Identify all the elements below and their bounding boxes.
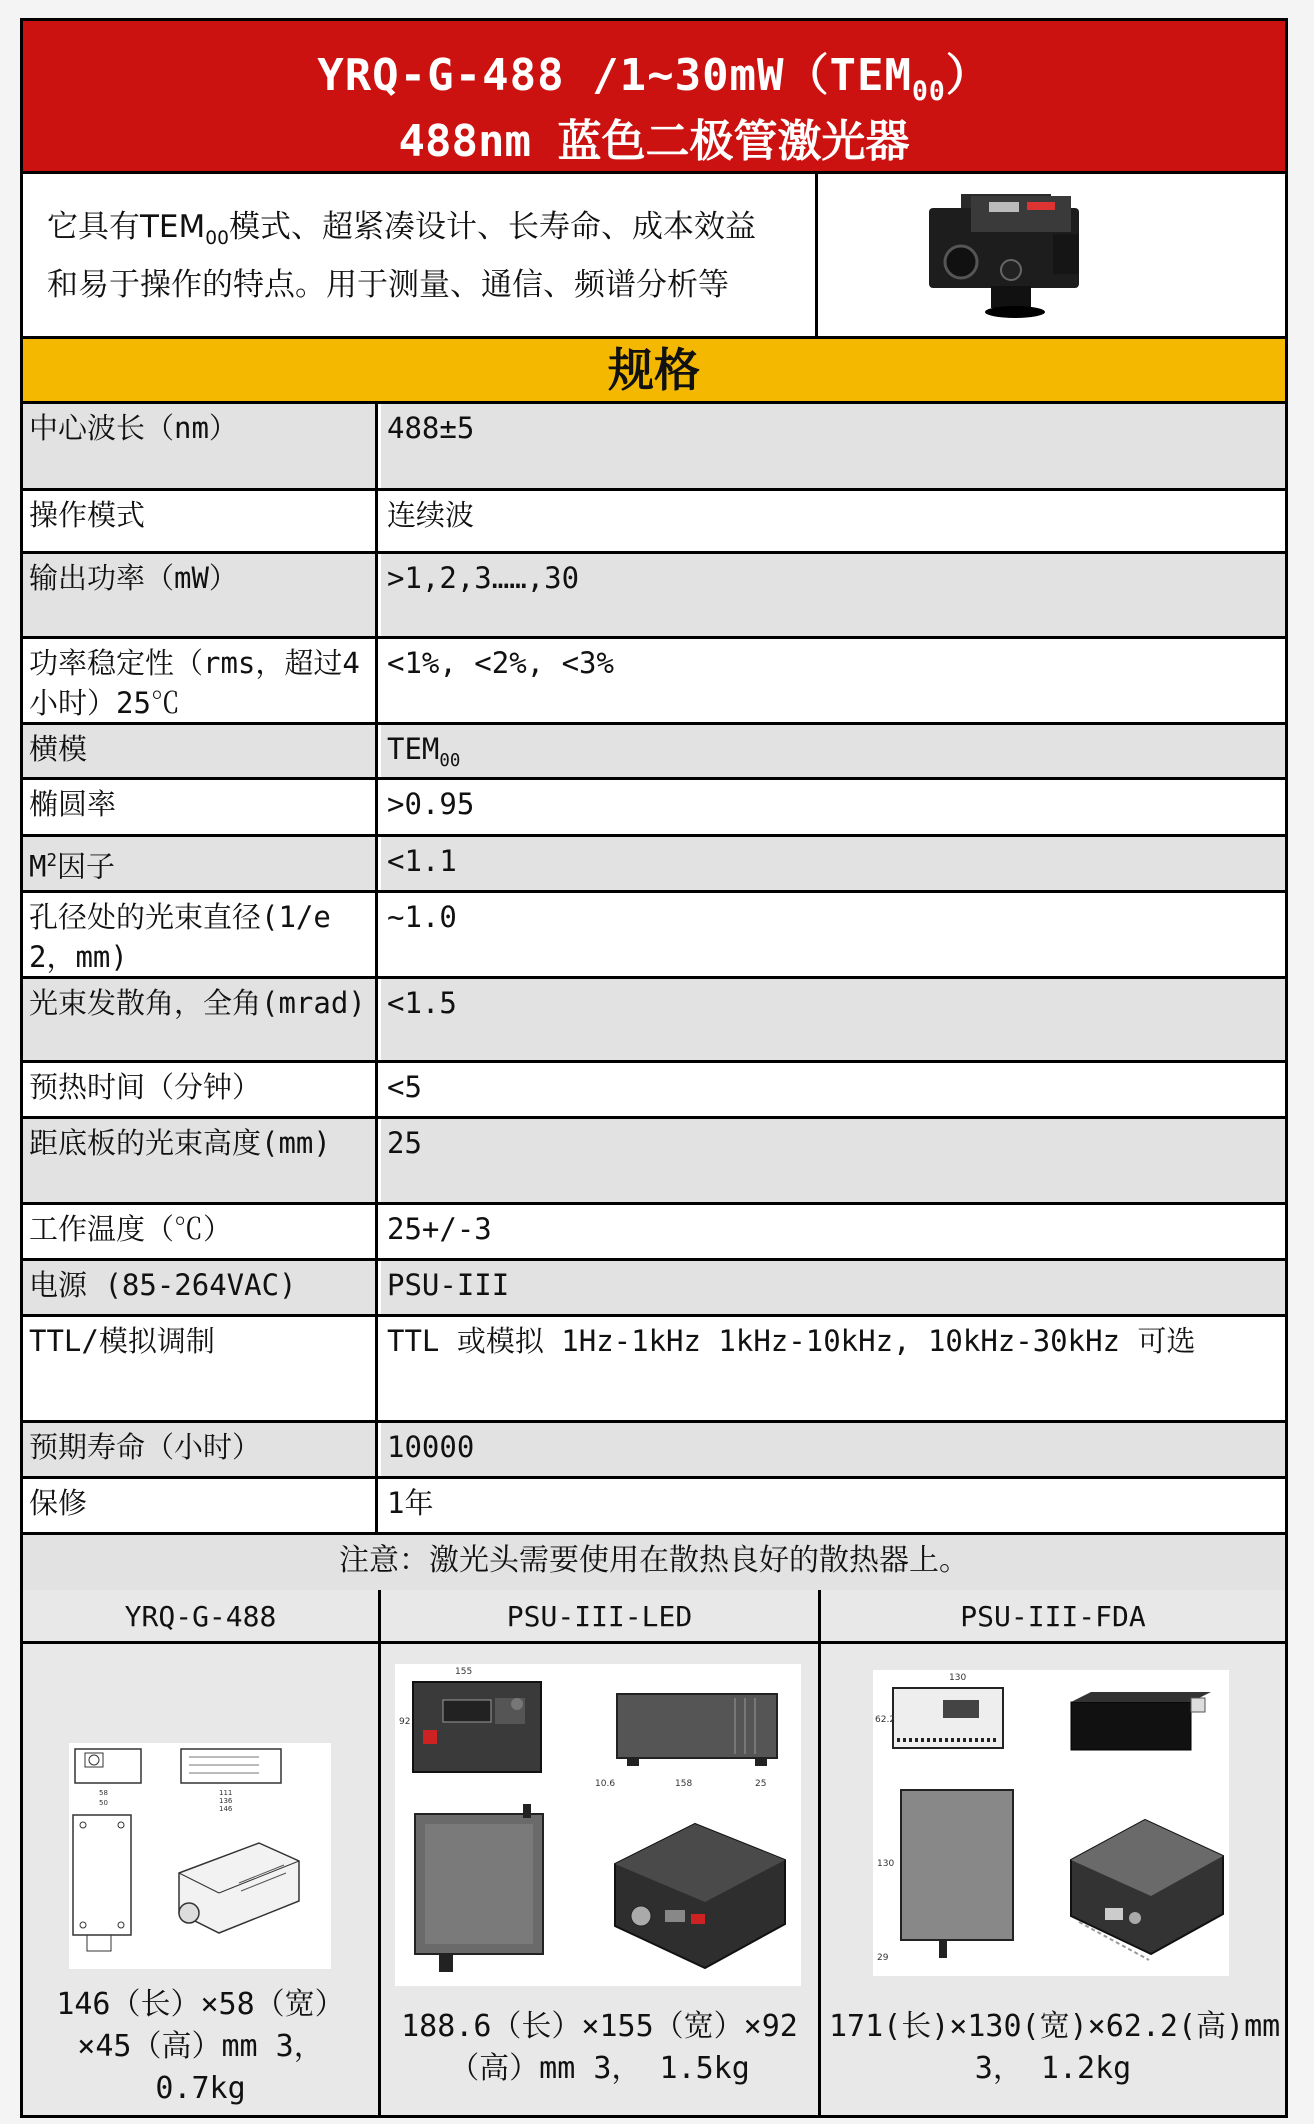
product-subtitle: 488nm 蓝色二极管激光器 [398,116,910,167]
svg-text:29: 29 [877,1953,889,1963]
spec-row [23,893,1285,979]
svg-text:130: 130 [949,1673,967,1683]
spec-value: PSU-III [381,1261,1285,1314]
spec-row [23,837,1285,893]
spec-value: 488±5 [381,404,1285,488]
datasheet [20,18,1288,2118]
spec-key: 距底板的光束高度(mm) [23,1119,378,1202]
laser-head-column [23,1644,378,2115]
psu-led-drawing [395,1664,801,1986]
spec-row [23,1119,1285,1205]
spec-value: <5 [381,1063,1285,1116]
product-name: YRQ-G-488 [23,1590,378,1644]
intro-text: 它具有$TEM_{00}$模式、超紧凑设计、长寿命、成本效益 和易于操作的特点。用于测量、通信、频谱分析等 [23,174,818,336]
spec-row [23,1261,1285,1317]
spec-value: <1.5 [381,979,1285,1060]
spec-row [23,780,1285,837]
svg-text:25: 25 [755,1779,767,1789]
spec-row [23,1205,1285,1261]
column-divider [378,1590,381,2115]
product-name: PSU-III-FDA [821,1590,1285,1644]
spec-row [23,491,1285,554]
spec-value: <1%, <2%, <3% [381,639,1285,722]
spec-value: >1,2,3……,30 [381,554,1285,636]
product-name: PSU-III-LED [381,1590,818,1644]
spec-key: 功率稳定性（rms，超过4小时）25℃ [23,639,378,722]
psu-led-dims: 188.6（长）×155（宽）×92（高）mm 3， 1.5kg [401,2009,798,2086]
spec-key: 孔径处的光束直径(1/e 2，mm) [23,893,378,976]
svg-text:136: 136 [219,1797,233,1805]
spec-row [23,1423,1285,1479]
spec-key: 预热时间（分钟） [23,1063,378,1116]
spec-key: TTL/模拟调制 [23,1317,378,1420]
laser-head-dims: 146（长）×58（宽）×45（高）mm 3， 0.7kg [56,1987,345,2106]
spec-key: 保修 [23,1479,378,1532]
spec-key: 光束发散角，全角(mrad) [23,979,378,1060]
psu-led-column [381,1644,818,2115]
psu-fda-column [821,1644,1285,2115]
spec-row [23,725,1285,780]
heat-sink-note: 注意：激光头需要使用在散热良好的散热器上。 [23,1535,1285,1593]
spec-key: 椭圆率 [23,780,378,834]
spec-value: >0.95 [381,780,1285,834]
spec-value: TTL 或模拟 1Hz-1kHz 1kHz-10kHz, 10kHz-30kHz 可选 [381,1317,1285,1420]
title-banner [23,21,1285,174]
spec-key: 横模 [23,725,378,777]
spec-key: 操作模式 [23,491,378,551]
spec-row [23,639,1285,725]
intro-section [23,174,1285,339]
spec-value: $TEM_{00}$ [381,725,1285,777]
psu-fda-dims: 171(长)×130(宽)×62.2(高)mm 3， 1.2kg [829,2009,1281,2086]
spec-row [23,1063,1285,1119]
spec-row [23,554,1285,639]
svg-text:130: 130 [877,1859,895,1869]
spec-value: 25 [381,1119,1285,1202]
spec-header: 规格 [23,339,1285,404]
column-divider [818,1590,821,2115]
svg-text:158: 158 [675,1779,693,1789]
spec-value: <1.1 [381,837,1285,890]
svg-text:50: 50 [99,1799,108,1807]
svg-text:111: 111 [219,1789,233,1797]
spec-key: $M^2$因子 [23,837,378,890]
spec-row [23,1479,1285,1535]
spec-value: 25+/-3 [381,1205,1285,1258]
laser-photo [821,174,1285,336]
svg-text:146: 146 [219,1805,233,1813]
svg-text:62.2: 62.2 [875,1715,896,1725]
psu-fda-drawing [873,1670,1229,1976]
spec-value: ~1.0 [381,893,1285,976]
spec-key: 中心波长（nm） [23,404,378,488]
spec-value: 1年 [381,1479,1285,1532]
spec-row [23,404,1285,491]
spec-key: 工作温度（℃） [23,1205,378,1258]
spec-key: 输出功率（mW） [23,554,378,636]
product-title: YRQ-G-488 $/1\sim 30mW(TEM_{00})$ [317,50,991,107]
spec-key: 预期寿命（小时） [23,1423,378,1476]
spec-key: 电源 (85-264VAC) [23,1261,378,1314]
svg-text:155: 155 [455,1667,473,1677]
spec-value: 10000 [381,1423,1285,1476]
laser-head-drawing [69,1743,331,1969]
spec-value: 连续波 [381,491,1285,551]
spec-row [23,979,1285,1063]
svg-text:92: 92 [399,1717,411,1727]
svg-text:10.6: 10.6 [595,1779,616,1789]
svg-text:58: 58 [99,1789,108,1797]
spec-row [23,1317,1285,1423]
